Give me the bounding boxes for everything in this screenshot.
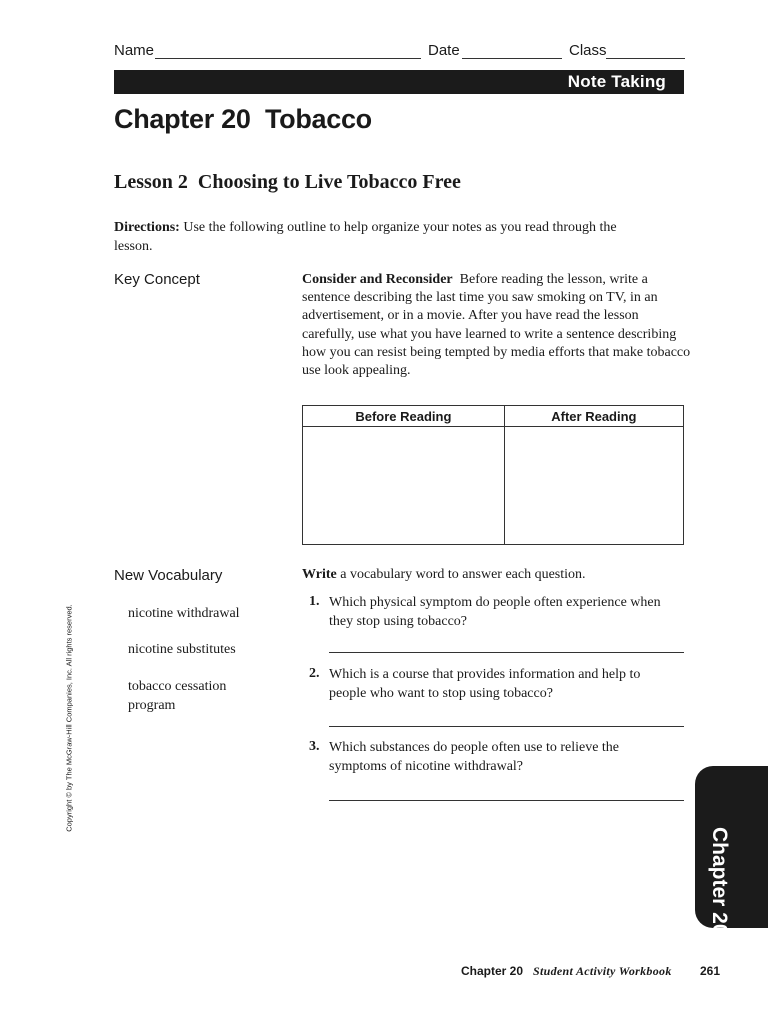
chapter-side-tab <box>695 766 768 936</box>
side-tab-label: Chapter 20 <box>708 827 731 936</box>
consider-text: Before reading the lesson, write a sentence describing the last time you saw smoking on TV, in an advertisement, or in a movie. After you have read the lesson carefully, use what you have learned to write a sentence describing how you can resist being tempted by media efforts that make tobacco use look appealing. <box>302 272 694 379</box>
vocab-item: nicotine substitutes <box>128 642 236 657</box>
chapter-title: Chapter 20 Tobacco <box>114 104 372 134</box>
note-taking-banner <box>114 70 684 94</box>
lesson-title: Lesson 2 Choosing to Live Tobacco Free <box>114 171 461 193</box>
footer-chapter: Chapter 20 <box>461 964 524 978</box>
class-label: Class <box>569 42 607 59</box>
vocab-item: tobacco cessation program <box>128 679 227 713</box>
question-text: Which substances do people often use to relieve the symptoms of nicotine withdrawal? <box>329 740 620 774</box>
copyright-notice: Copyright © by The McGraw-Hill Companies, Inc. All rights reserved. <box>64 604 74 832</box>
reading-table <box>302 405 684 545</box>
name-label: Name <box>114 42 155 59</box>
before-reading-header: Before Reading <box>303 406 505 427</box>
question-text: Which is a course that provides information and help to people who want to stop using tobacco? <box>329 667 641 701</box>
consider-reconsider <box>302 271 692 380</box>
directions-label: Directions: <box>114 220 180 235</box>
new-vocabulary-label: New Vocabulary <box>114 567 223 584</box>
questions-intro-text: a vocabulary word to answer each question. <box>336 567 586 582</box>
directions-text: Use the following outline to help organize your notes as you read through the lesson. <box>114 220 617 254</box>
question-number: 3. <box>309 739 320 754</box>
before-reading-cell[interactable] <box>303 427 505 545</box>
questions-intro-bold: Write <box>302 567 337 582</box>
after-reading-cell[interactable] <box>504 427 683 545</box>
question-number: 1. <box>309 594 320 609</box>
questions-intro <box>302 567 586 583</box>
question-text: Which physical symptom do people often experience when they stop using tobacco? <box>329 595 661 629</box>
question-number: 2. <box>309 666 320 681</box>
banner-label: Note Taking <box>567 72 666 91</box>
directions <box>114 218 634 256</box>
answer-line-1[interactable] <box>329 652 684 653</box>
date-label: Date <box>428 42 460 59</box>
page-number: 261 <box>700 964 721 978</box>
vocab-item: nicotine withdrawal <box>128 606 240 621</box>
after-reading-header: After Reading <box>504 406 683 427</box>
key-concept-label: Key Concept <box>114 271 200 288</box>
answer-line-3[interactable] <box>329 800 684 801</box>
answer-line-2[interactable] <box>329 726 684 727</box>
consider-lead: Consider and Reconsider <box>302 272 453 287</box>
footer-book-title: Student Activity Workbook <box>533 964 672 978</box>
